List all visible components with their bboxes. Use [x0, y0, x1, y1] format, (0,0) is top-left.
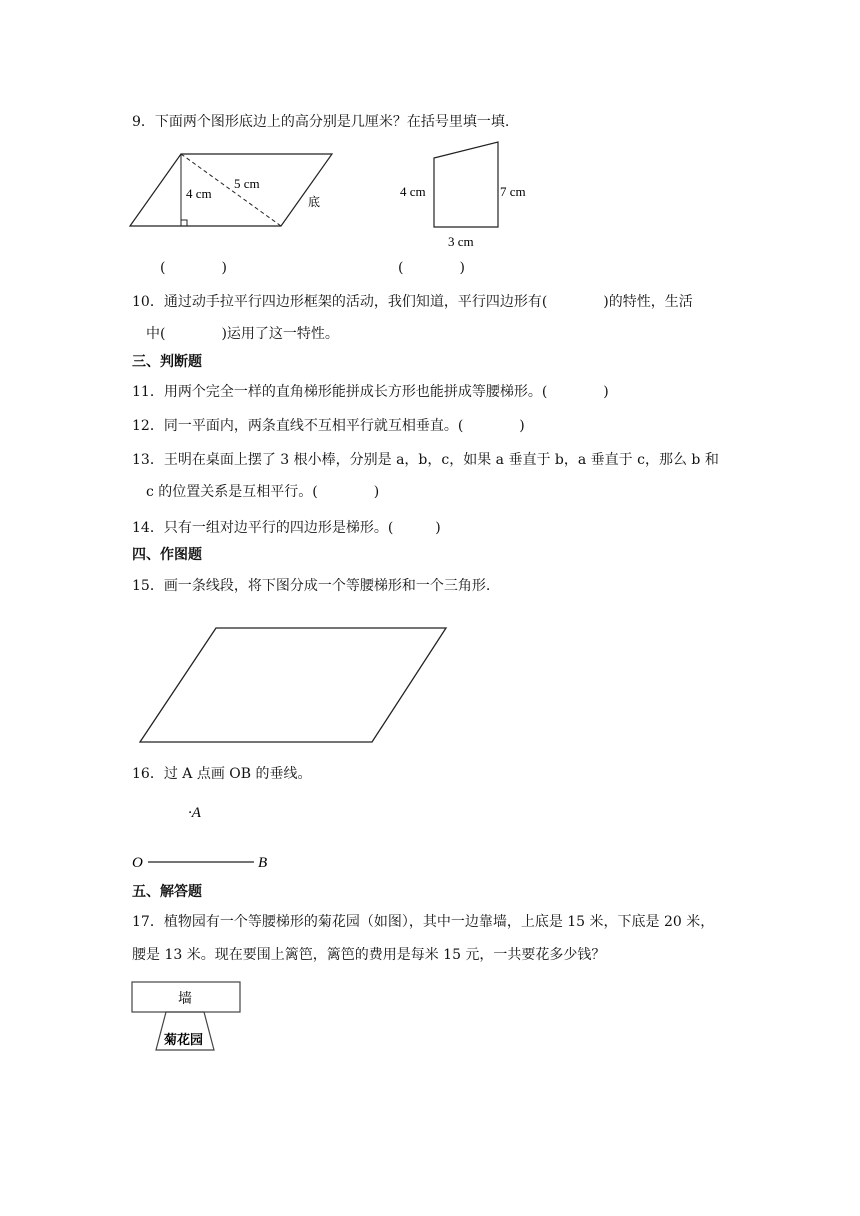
- q15-parallelogram: [136, 624, 450, 746]
- q14-text: 14．只有一组对边平行的四边形是梯形。( ): [132, 520, 441, 536]
- fig2-bottom-label: 3 cm: [448, 234, 474, 249]
- q17-line-2: 腰是 13 米。现在要围上篱笆，篱笆的费用是每米 15 元，一共要花多少钱？: [132, 947, 606, 963]
- q10-line-2: 中( )运用了这一特性。: [146, 326, 339, 342]
- section-answer-title: 五、解答题: [132, 884, 202, 900]
- fig2-right-label: 7 cm: [500, 184, 526, 199]
- q10-line-1: 10．通过动手拉平行四边形框架的活动，我们知道，平行四边形有( )的特性，生活: [132, 294, 693, 310]
- q16-figure: [130, 798, 290, 874]
- q9-answer-1[interactable]: ( ): [160, 260, 227, 276]
- q13-line-1: 13．王明在桌面上摆了 3 根小棒，分别是 a，b，c，如果 a 垂直于 b，a 垂直于 c，那么 b 和: [132, 452, 719, 468]
- fig1-base-label: 底: [308, 195, 321, 209]
- point-a-label: ·A: [188, 805, 201, 821]
- fig1-height-label: 4 cm: [186, 186, 212, 201]
- point-o-label: O: [132, 855, 143, 871]
- parallelogram-figure: [126, 148, 338, 232]
- q15-text: 15．画一条线段，将下图分成一个等腰梯形和一个三角形.: [132, 578, 491, 594]
- right-trapezoid-figure: [396, 138, 536, 254]
- q12-text: 12．同一平面内，两条直线不互相平行就互相垂直。( ): [132, 418, 525, 434]
- q9-answer-2[interactable]: ( ): [398, 260, 465, 276]
- wall-label: 墙: [178, 992, 192, 1007]
- point-b-label: B: [258, 855, 268, 871]
- q17-line-1: 17．植物园有一个等腰梯形的菊花园（如图），其中一边靠墙，上底是 15 米，下底是 20 米，: [132, 914, 715, 930]
- q17-garden-figure: [130, 980, 244, 1054]
- fig1-diagonal-label: 5 cm: [234, 176, 260, 191]
- garden-label: 菊花园: [164, 1032, 204, 1047]
- section-judgement-title: 三、判断题: [132, 354, 202, 370]
- q13-line-2: c 的位置关系是互相平行。( ): [146, 484, 380, 500]
- q16-text: 16．过 A 点画 OB 的垂线。: [132, 766, 312, 782]
- section-drawing-title: 四、作图题: [132, 547, 202, 563]
- fig2-left-label: 4 cm: [400, 184, 426, 199]
- q11-text: 11．用两个完全一样的直角梯形能拼成长方形也能拼成等腰梯形。( ): [132, 384, 609, 400]
- q9-text: 9．下面两个图形底边上的高分别是几厘米？在括号里填一填.: [132, 114, 510, 130]
